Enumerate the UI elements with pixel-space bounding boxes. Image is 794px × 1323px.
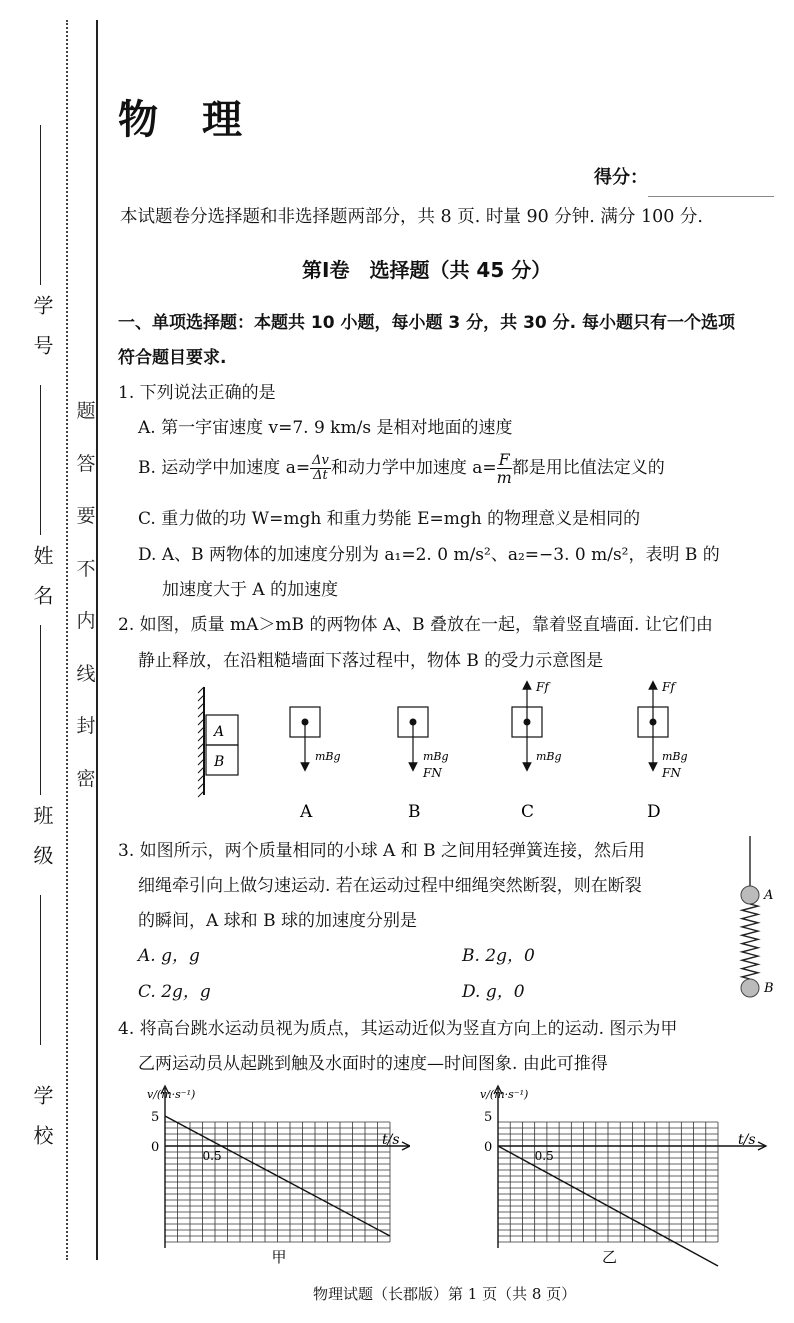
y-tick-0: 0 — [151, 1140, 160, 1155]
perforation-line — [66, 20, 68, 1260]
page-footer: 物理试题（长郡版）第 1 页（共 8 页） — [313, 1285, 577, 1303]
name-blank[interactable] — [40, 385, 41, 535]
q1-b-post: 都是用比值法定义的 — [511, 458, 665, 478]
ball-b-label: B — [764, 981, 774, 996]
q2-line2: 静止释放，在沿粗糙墙面下落过程中，物体 B 的受力示意图是 — [138, 651, 604, 671]
q2-c-ff-label: Ff — [536, 680, 549, 694]
q1-frac-dynamic: $\frac{F}{m}$ — [496, 450, 512, 487]
q3-line3: 的瞬间，A 球和 B 球的加速度分别是 — [138, 911, 417, 931]
q2-b-fn-label: FN — [423, 766, 442, 780]
q2-d-fn-label: FN — [662, 766, 681, 780]
part1-instruction-2: 符合题目要求. — [118, 348, 227, 368]
name-label: 姓 名 — [30, 545, 54, 605]
y-tick-0: 0 — [484, 1140, 493, 1155]
q2-option-label-a: A — [300, 802, 313, 822]
q2-a-mg-label: mBg — [315, 750, 341, 763]
q2-option-label-d: D — [647, 802, 661, 822]
student-id-label: 学 号 — [30, 295, 54, 355]
y-axis-label: v/(m·s⁻¹) — [480, 1088, 529, 1101]
section-title: 第Ⅰ卷 选择题（共 45 分） — [302, 258, 552, 282]
q1-option-d-line2: 加速度大于 A 的加速度 — [162, 580, 339, 600]
chart-jia — [140, 1080, 410, 1270]
part1-instruction-1: 一、单项选择题：本题共 10 小题，每小题 3 分，共 30 分. 每小题只有一个选项 — [118, 313, 736, 333]
chart-caption: 甲 — [271, 1248, 287, 1266]
q2-d-ff-label: Ff — [662, 680, 675, 694]
q2-diagram-b[interactable] — [398, 707, 449, 780]
q3-line2: 细绳牵引向上做匀速运动. 若在运动过程中细绳突然断裂，则在断裂 — [138, 876, 642, 896]
q1-option-a[interactable]: A. 第一宇宙速度 v=7. 9 km/s 是相对地面的速度 — [138, 418, 513, 438]
q2-d-mg-label: mBg — [662, 750, 688, 763]
q2-line1: 2. 如图，质量 mA＞mB 的两物体 A、B 叠放在一起，靠着竖直墙面. 让它们由 — [118, 615, 713, 635]
q4-line1: 4. 将高台跳水运动员视为质点，其运动近似为竖直方向上的运动. 图示为甲 — [118, 1019, 678, 1039]
q1-option-d-line1[interactable]: D. A、B 两物体的加速度分别为 a₁=2. 0 m/s²、a₂=−3. 0 m/s²，表明 B 的 — [138, 545, 720, 565]
q3-option-a[interactable]: A. g，g — [138, 946, 200, 966]
class-label: 班 级 — [30, 805, 54, 865]
ball-a — [741, 886, 759, 904]
school-blank[interactable] — [40, 895, 41, 1045]
q1-option-c[interactable]: C. 重力做的功 W=mgh 和重力势能 E=mgh 的物理意义是相同的 — [138, 509, 641, 529]
q3-option-d[interactable]: D. g，0 — [462, 982, 525, 1002]
ball-a-label: A — [764, 888, 774, 903]
page-title: 物 理 — [118, 97, 244, 143]
q1-option-b[interactable] — [138, 450, 665, 486]
q2-diagram-c[interactable] — [512, 680, 562, 767]
x-tick-0.5: 0.5 — [202, 1149, 222, 1163]
q2-option-label-c: C — [521, 802, 535, 822]
wall-hatch — [198, 687, 204, 797]
seal-warning: 题 答 要 不 内 线 封 密 — [76, 400, 96, 790]
score-label: 得分： — [594, 167, 648, 188]
q4-line2: 乙两运动员从起跳到触及水面时的速度—时间图象. 由此可推得 — [138, 1054, 608, 1074]
q2-c-mg-label: mBg — [536, 750, 562, 763]
intro-text: 本试题卷分选择题和非选择题两部分，共 8 页. 时量 90 分钟. 满分 100 分. — [120, 207, 703, 227]
q1-b-pre: B. 运动学中加速度 a= — [138, 458, 311, 478]
q1-b-mid: 和动力学中加速度 a= — [330, 458, 497, 478]
q2-diagram-d[interactable] — [638, 680, 688, 780]
student-id-blank[interactable] — [40, 125, 41, 285]
class-blank[interactable] — [40, 625, 41, 795]
spring — [742, 904, 758, 979]
q2-figure — [190, 675, 710, 830]
chart-yi — [470, 1080, 770, 1270]
q1-stem: 1. 下列说法正确的是 — [118, 383, 276, 403]
q3-spring-figure — [730, 832, 790, 1002]
y-tick-5: 5 — [484, 1110, 493, 1125]
x-axis-label: t/s — [382, 1132, 400, 1148]
y-tick-5: 5 — [151, 1110, 160, 1125]
score-blank[interactable] — [648, 196, 774, 197]
ball-b — [741, 979, 759, 997]
q3-line1: 3. 如图所示，两个质量相同的小球 A 和 B 之间用轻弹簧连接，然后用 — [118, 841, 646, 861]
block-b-label: B — [214, 754, 225, 770]
q3-option-b[interactable]: B. 2g，0 — [462, 946, 535, 966]
q2-diagram-a[interactable] — [290, 707, 341, 767]
q1-frac-kinematic: $\frac{\Delta v}{\Delta t}$ — [312, 453, 329, 483]
block-a-label: A — [214, 724, 225, 740]
x-tick-0.5: 0.5 — [534, 1149, 554, 1163]
school-label: 学 校 — [30, 1085, 54, 1145]
q3-option-c[interactable]: C. 2g，g — [138, 982, 211, 1002]
x-axis-label: t/s — [738, 1132, 756, 1148]
chart-caption: 乙 — [602, 1248, 618, 1266]
q2-b-mg-label: mBg — [423, 750, 449, 763]
y-axis-label: v/(m·s⁻¹) — [147, 1088, 196, 1101]
q2-option-label-b: B — [408, 802, 421, 822]
